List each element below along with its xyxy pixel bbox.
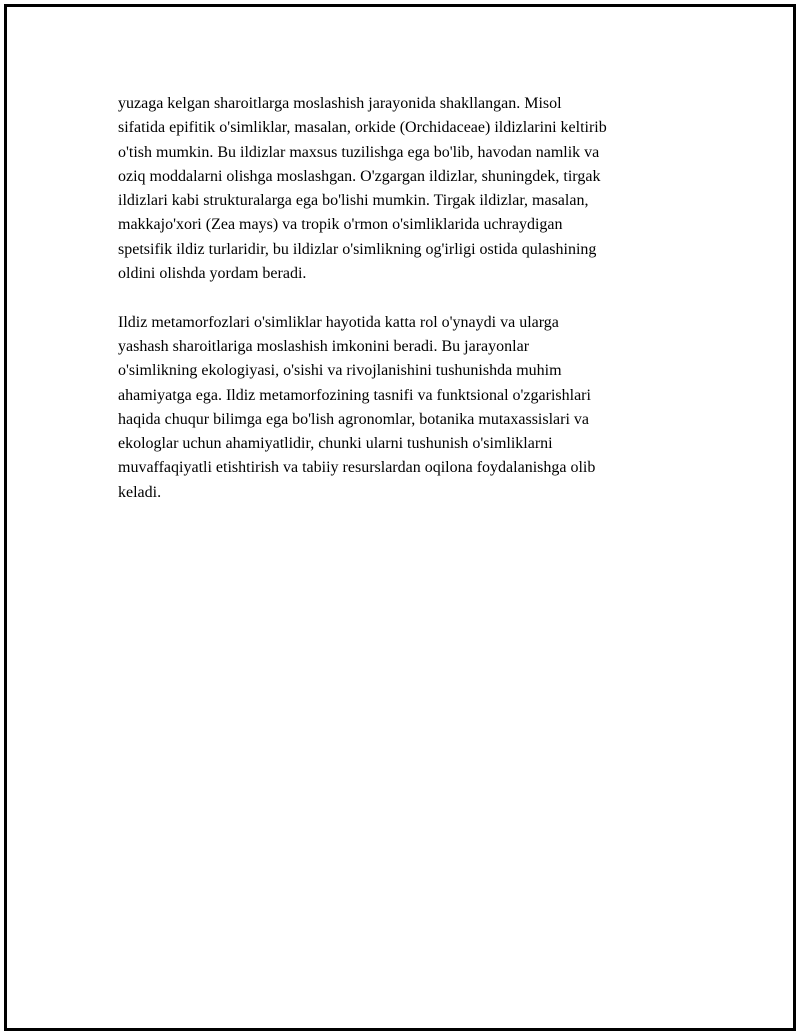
- text-line: muvaffaqiyatli etishtirish va tabiiy resurslardan oqilona foydalanishga olib: [118, 459, 596, 477]
- text-line: ildizlari kabi strukturalarga ega bo'lishi mumkin. Tirgak ildizlar, masalan,: [118, 192, 589, 210]
- paragraph-1: [118, 92, 678, 286]
- text-line: ahamiyatga ega. Ildiz metamorfozining tasnifi va funktsional o'zgarishlari: [118, 386, 591, 404]
- text-line: haqida chuqur bilimga ega bo'lish agronomlar, botanika mutaxassislari va: [118, 410, 590, 428]
- paragraph-2: [118, 311, 678, 505]
- text-line: makkajo'xori (Zea mays) va tropik o'rmon o'simliklarida uchraydigan: [118, 216, 563, 234]
- text-line: o'simlikning ekologiyasi, o'sishi va rivojlanishini tushunishda muhim: [118, 362, 562, 380]
- text-line: oldini olishda yordam beradi.: [118, 265, 307, 283]
- text-line: oziq moddalarni olishga moslashgan. O'zgargan ildizlar, shuningdek, tirgak: [118, 167, 601, 185]
- text-line: o'tish mumkin. Bu ildizlar maxsus tuzilishga ega bo'lib, havodan namlik va: [118, 143, 600, 161]
- text-line: spetsifik ildiz turlaridir, bu ildizlar o'simlikning og'irligi ostida qulashining: [118, 240, 597, 258]
- text-line: Ildiz metamorfozlari o'simliklar hayotida katta rol o'ynaydi va ularga: [118, 313, 559, 331]
- text-line: yashash sharoitlariga moslashish imkonini beradi. Bu jarayonlar: [118, 337, 530, 355]
- text-line: yuzaga kelgan sharoitlarga moslashish jarayonida shakllangan. Misol: [118, 95, 562, 112]
- text-line: sifatida epifitik o'simliklar, masalan, orkide (Orchidaceae) ildizlarini keltirib: [118, 119, 607, 137]
- text-line: keladi.: [118, 483, 162, 501]
- document-body: [118, 92, 678, 505]
- text-line: ekologlar uchun ahamiyatlidir, chunki ularni tushunish o'simliklarni: [118, 435, 553, 453]
